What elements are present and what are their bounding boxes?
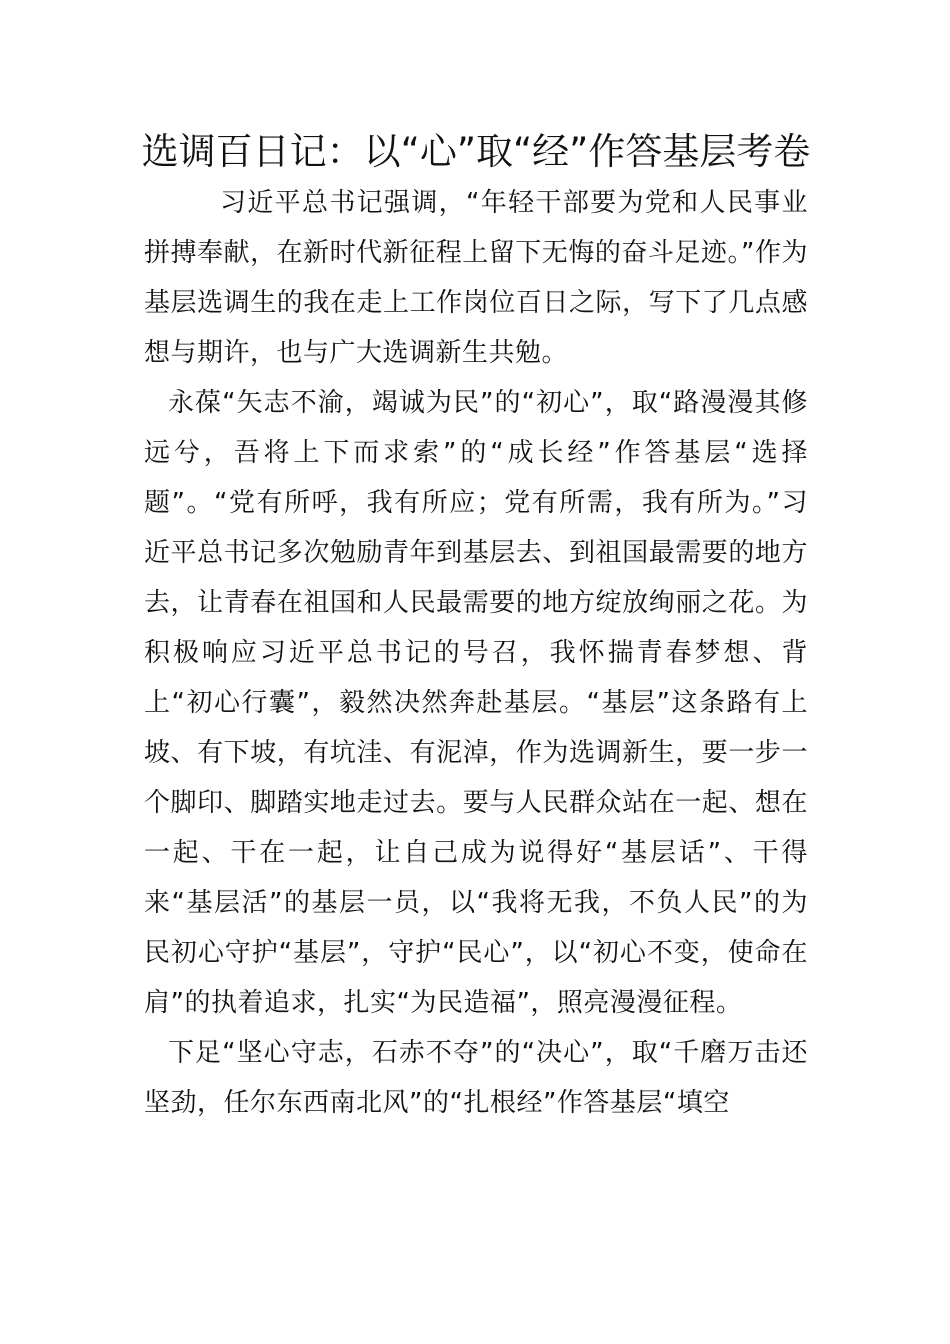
document-title: 选调百日记：以“心”取“经”作答基层考卷 [141, 130, 811, 173]
document-page [141, 128, 811, 1128]
paragraph-determination: 下足“坚心守志，石赤不夺”的“决心”，取“千磨万击还坚劲，任尔东西南北风”的“扎根经”作答基层“填空 [144, 1038, 808, 1118]
paragraph-intro: 习近平总书记强调，“年轻干部要为党和人民事业拼搏奉献，在新时代新征程上留下无悔的奋斗足迹。”作为基层选调生的我在走上工作岗位百日之际，写下了几点感想与期许，也与广大选调新生共勉。 [144, 188, 808, 368]
paragraph-original-intention: 永葆“矢志不渝，竭诚为民”的“初心”，取“路漫漫其修远兮，吾将上下而求索”的“成长经”作答基层“选择题”。“党有所呼，我有所应；党有所需，我有所为。”习近平总书记多次勉励青年到基层去、到祖国最需要的地方去，让青春在祖国和人民最需要的地方绽放绚丽之花。为积极响应习近平总书记的号召，我怀揣青春梦想、背上“初心行囊”，毅然决然奔赴基层。“基层”这条路有上坡、有下坡，有坑洼、有泥淖，作为选调新生，要一步一个脚印、脚踏实地走过去。要与人民群众站在一起、想在一起、干在一起，让自己成为说得好“基层话”、干得来“基层活”的基层一员，以“我将无我，不负人民”的为民初心守护“基层”，守护“民心”，以“初心不变，使命在肩”的执着追求，扎实“为民造福”，照亮漫漫征程。 [144, 388, 808, 1018]
